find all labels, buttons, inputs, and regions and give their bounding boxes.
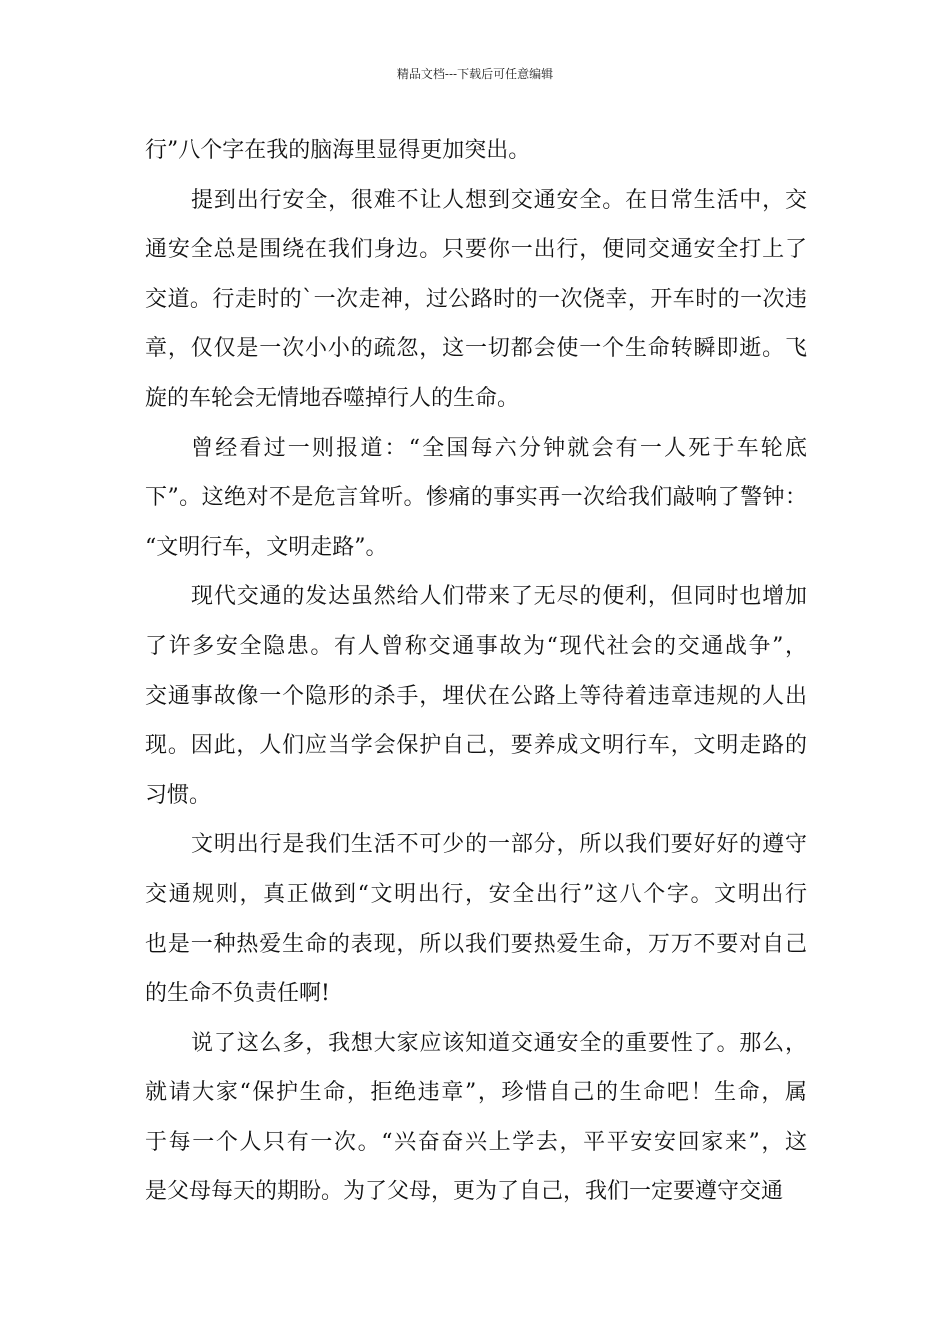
paragraph [145, 572, 807, 820]
text-line: 交道。行走时的`一次走神，过公路时的一次侥幸，开车时的一次违 [145, 286, 807, 312]
paragraph [145, 1019, 807, 1217]
page-header: 精品文档---下载后可任意编辑 [396, 67, 554, 81]
text-line: 交通规则，真正做到“文明出行，安全出行”这八个字。文明出行 [145, 881, 807, 907]
text-line: 也是一种热爱生命的表现，所以我们要热爱生命，万万不要对自己 [145, 931, 807, 957]
text-line: 下”。这绝对不是危言耸听。惨痛的事实再一次给我们敲响了警钟： [145, 485, 807, 511]
text-line: 是父母每天的期盼。为了父母，更为了自己，我们一定要遵守交通 [145, 1179, 784, 1205]
paragraph [145, 424, 807, 573]
paragraph [145, 176, 807, 424]
text-line: 于每一个人只有一次。“兴奋奋兴上学去，平平安安回家来”，这 [145, 1129, 807, 1155]
text-line: 通安全总是围绕在我们身边。只要你一出行，便同交通安全打上了 [145, 237, 807, 263]
text-line: 文明出行是我们生活不可少的一部分，所以我们要好好的遵守 [191, 832, 807, 858]
text-line: 旋的车轮会无情地吞噬掉行人的生命。 [145, 385, 520, 411]
text-line: 的生命不负责任啊! [145, 981, 330, 1007]
paragraph [145, 126, 807, 176]
text-line: 提到出行安全，很难不让人想到交通安全。在日常生活中，交 [191, 187, 807, 213]
text-line: 了许多安全隐患。有人曾称交通事故为“现代社会的交通战争”， [145, 633, 807, 659]
text-line: 习惯。 [145, 782, 212, 808]
paragraph [145, 820, 807, 1018]
document-body [145, 126, 807, 1217]
text-line: 行”八个字在我的脑海里显得更加突出。 [145, 138, 531, 163]
text-line: 现代交通的发达虽然给人们带来了无尽的便利，但同时也增加 [191, 584, 807, 610]
text-line: 就请大家“保护生命，拒绝违章”，珍惜自己的生命吧！生命，属 [145, 1080, 807, 1106]
text-line: 说了这么多，我想大家应该知道交通安全的重要性了。那么， [191, 1030, 807, 1056]
text-line: 交通事故像一个隐形的杀手，埋伏在公路上等待着违章违规的人出 [145, 683, 807, 709]
text-line: “文明行车，文明走路”。 [145, 534, 388, 560]
text-line: 现。因此，人们应当学会保护自己，要养成文明行车，文明走路的 [145, 733, 807, 759]
text-line: 章，仅仅是一次小小的疏忽，这一切都会使一个生命转瞬即逝。飞 [145, 336, 807, 362]
text-line: 曾经看过一则报道：“全国每六分钟就会有一人死于车轮底 [191, 435, 807, 461]
